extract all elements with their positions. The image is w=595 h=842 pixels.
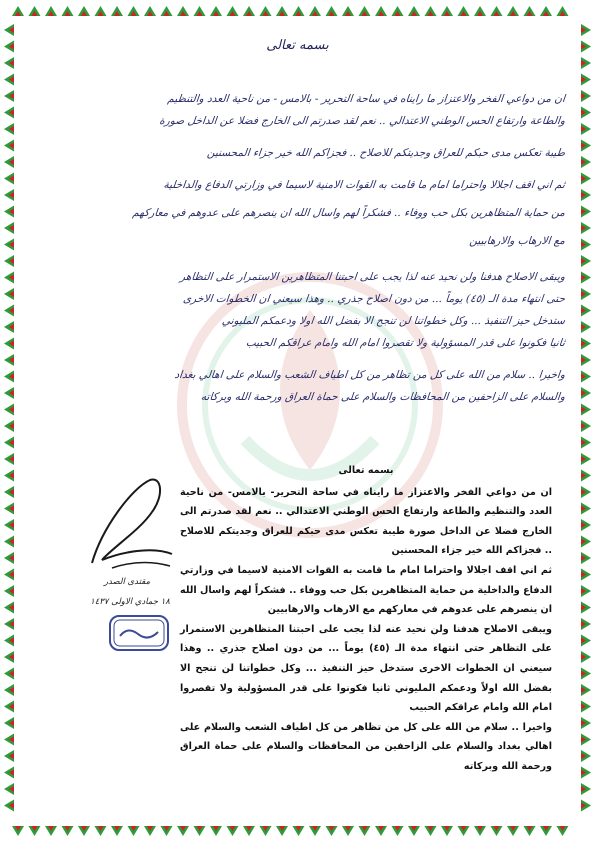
border-ornament [581,717,591,729]
border-ornament [581,453,591,465]
border-ornament [581,107,591,119]
border-ornament [581,173,591,185]
border-ornament [260,6,272,16]
border-ornament [4,750,14,762]
border-ornament [581,470,591,482]
typed-paragraph: ويبقى الاصلاح هدفنا ولن نحيد عنه لذا يجب على احبتنا المتظاهرين الاستمرار على التظاهر حتى انتهاء مدة الـ (٤٥) يوماً ... من دون اصلاح جذري .. وهذا سيعني ان الخطوات الاخرى ستدخل حيز التنفيذ ... وكل خطواتنا لن تنجح الا بفضل الله اولاً ودعمكم المليوني ثانيا فكونوا على قدر المسؤولية ولا تقصروا امام الله وامام عراقكم الحبيب [180,623,552,714]
border-ornament [392,6,404,16]
border-ornament [474,826,486,836]
border-ornament [581,239,591,251]
handwritten-line: مع الارهاب والارهابيين [468,235,566,247]
border-ornament [45,826,57,836]
border-ornament [4,321,14,333]
border-ornament [62,826,74,836]
border-ornament [581,602,591,614]
border-ornament [4,189,14,201]
border-ornament [4,585,14,597]
typed-paragraph: ثم اني اقف اجلالا واحتراما امام ما قامت به القوات الامنية لاسيما في وزارتي الدفاع والداخلية من حماية المتظاهرين بكل حب ووفاء .. فشكراً لهم واسال الله ان ينصرهم على عدوهم في معاركهم مع الارهاب والارهابيين [180,564,552,616]
handwritten-line: ثانيا فكونوا على قدر المسؤولية ولا تقصروا امام الله وامام عراقكم الحبيب [245,337,566,349]
border-ornament [4,74,14,86]
signature-name: مقتدى الصدر [103,577,151,587]
border-ornament [557,826,569,836]
typed-title: بسمه تعالى [338,465,394,476]
border-ornament [4,404,14,416]
border-ornament [4,536,14,548]
signature-date: ١٨ جمادي الاولى ١٤٣٧ [90,597,170,607]
border-ornament [441,6,453,16]
border-ornament [12,6,24,16]
border-ornament [4,24,14,36]
border-ornament [243,826,255,836]
border-ornament [210,826,222,836]
border-ornament [581,767,591,779]
border-ornament [260,826,272,836]
border-ornament [309,826,321,836]
border-ornament [524,826,536,836]
handwritten-line: ان من دواعي الفخر والاعتزاز ما رايناه في ساحة التحرير - بالامس - من ناحية العدد والتنظيم [166,93,566,105]
border-ornament [581,74,591,86]
border-ornament [4,140,14,152]
border-ornament [4,552,14,564]
border-ornament [408,826,420,836]
border-ornament [581,206,591,218]
border-ornament [4,800,14,812]
border-ornament [78,826,90,836]
handwritten-line: طيبة تعكس مدى حبكم للعراق وجديتكم للاصلاح .. فجزاكم الله خير جزاء المحسنين [206,147,566,159]
border-ornament [581,255,591,267]
handwritten-title: بسمه تعالى [266,38,329,53]
border-ornament [4,107,14,119]
border-ornament [4,57,14,69]
border-ornament [4,569,14,581]
border-ornament [540,6,552,16]
border-ornament [4,305,14,317]
border-ornament [4,173,14,185]
border-ornament [4,156,14,168]
border-ornament [4,239,14,251]
handwritten-body [30,88,565,408]
border-ornament [375,6,387,16]
border-ornament [581,569,591,581]
border-ornament [581,189,591,201]
border-ornament [581,321,591,333]
border-ornament [581,123,591,135]
handwritten-line: حتى انتهاء مدة الـ (٤٥) يوماً ... من دون اصلاح جذري .. وهذا سيعني ان الخطوات الاخرى [182,293,566,305]
border-ornament [4,635,14,647]
border-ornament [29,6,41,16]
border-ornament [441,826,453,836]
border-ornament [4,437,14,449]
border-ornament [581,503,591,515]
border-ornament [4,486,14,498]
handwritten-line: ويبقى الاصلاح هدفنا ولن نحيد عنه لذا يجب على احبتنا المتظاهرين الاستمرار على التظاهر [179,271,566,283]
border-ornament [581,57,591,69]
border-ornament [581,371,591,383]
handwritten-line: والطاعة وارتفاع الحس الوطني الاعتدالي .. نعم لقد صدرتم الى الخارج فضلا عن الداخل صورة [158,115,566,127]
handwritten-line: والسلام على الزاحفين من المحافظات والسلام على حماة العراق ورحمة الله وبركاته [200,391,566,403]
border-ornament [581,783,591,795]
border-ornament [581,437,591,449]
border-ornament [581,354,591,366]
border-ornament [581,305,591,317]
border-ornament [326,6,338,16]
border-ornament [177,6,189,16]
border-ornament [128,826,140,836]
border-ornament [540,826,552,836]
border-ornament [144,6,156,16]
border-ornament [458,826,470,836]
border-ornament [276,6,288,16]
border-ornament [581,272,591,284]
border-ornament [4,602,14,614]
border-ornament [4,618,14,630]
border-ornament [95,826,107,836]
border-ornament [581,668,591,680]
border-ornament [581,701,591,713]
border-ornament [581,222,591,234]
border-ornament [375,826,387,836]
border-ornament [4,651,14,663]
border-ornament [4,453,14,465]
border-ornament [210,6,222,16]
handwritten-line: ستدخل حيز التنفيذ ... وكل خطواتنا لن تنجح الا بفضل الله اولا ودعمكم المليوني [221,315,566,327]
border-ornament [581,585,591,597]
border-ornament [4,470,14,482]
border-ornament [293,826,305,836]
border-ornament [4,684,14,696]
border-ornament [581,338,591,350]
border-ornament [581,552,591,564]
border-ornament [111,826,123,836]
border-ornament [491,6,503,16]
border-ornament [581,404,591,416]
border-ornament [4,255,14,267]
border-ornament [111,6,123,16]
border-ornament [4,90,14,102]
border-ornament [4,420,14,432]
border-ornament [458,6,470,16]
border-ornament [78,6,90,16]
border-ornament [581,800,591,812]
border-ornament [581,536,591,548]
border-ornament [4,222,14,234]
border-ornament [293,6,305,16]
border-ornament [581,734,591,746]
border-ornament [581,486,591,498]
border-ornament [95,6,107,16]
border-ornament [4,767,14,779]
border-ornament [12,826,24,836]
border-ornament [581,24,591,36]
border-ornament [408,6,420,16]
border-ornament [194,6,206,16]
border-ornament [62,6,74,16]
border-ornament [29,826,41,836]
border-ornament [342,826,354,836]
border-ornament [581,156,591,168]
border-ornament [4,371,14,383]
border-ornament [4,206,14,218]
border-ornament [177,826,189,836]
border-ornament [507,6,519,16]
border-ornament [425,826,437,836]
handwritten-line: ثم اني اقف اجلالا واحتراما امام ما قامت به القوات الامنية لاسيما في وزارتي الدفاع والداخلية [162,179,566,191]
border-ornament [342,6,354,16]
office-stamp [108,614,170,652]
border-ornament [4,668,14,680]
border-ornament [4,288,14,300]
border-ornament [4,354,14,366]
border-ornament [581,519,591,531]
border-ornament [581,420,591,432]
border-ornament [392,826,404,836]
border-ornament [309,6,321,16]
border-ornament [581,387,591,399]
border-ornament [161,6,173,16]
border-ornament [45,6,57,16]
border-ornament [581,140,591,152]
border-ornament [507,826,519,836]
border-ornament [161,826,173,836]
border-ornament [359,826,371,836]
border-ornament [4,338,14,350]
border-ornament [524,6,536,16]
typed-paragraph: واخيرا .. سلام من الله على كل من تظاهر من كل اطياف الشعب والسلام على اهالي بغداد والسلام على الزاحفين من المحافظات والسلام على حماة العراق ورحمة الله وبركاته [180,721,552,772]
border-ornament [4,387,14,399]
border-ornament [4,734,14,746]
border-ornament [474,6,486,16]
border-ornament [194,826,206,836]
border-ornament [4,783,14,795]
border-ornament [4,717,14,729]
handwritten-line: من حماية المتظاهرين بكل حب ووفاء .. فشكراً لهم واسال الله ان ينصرهم على عدوهم في معاركهم [131,207,566,219]
handwritten-line: واخيرا .. سلام من الله على كل من تظاهر من كل اطياف الشعب والسلام على اهالي بغداد [173,369,566,381]
border-ornament [4,519,14,531]
border-ornament [581,288,591,300]
border-ornament [491,826,503,836]
border-ornament [326,826,338,836]
border-ornament [581,750,591,762]
border-ornament [227,826,239,836]
border-ornament [359,6,371,16]
border-ornament [276,826,288,836]
border-ornament [425,6,437,16]
border-ornament [4,272,14,284]
border-ornament [128,6,140,16]
typed-paragraph: ان من دواعي الفخر والاعتزاز ما رايناه في ساحة التحرير- بالامس- من ناحية العدد والتنظيم والطاعة وارتفاع الحس الوطني الاعتدالي .. نعم لقد صدرتم الى الخارج فضلا عن الداخل صورة طيبة تعكس مدى حبكم للعراق وجديتكم للاصلاح .. فجزاكم الله خير جزاء المحسنين [180,486,552,557]
border-ornament [243,6,255,16]
border-ornament [4,123,14,135]
border-ornament [4,503,14,515]
typed-transcript [180,461,552,777]
border-ornament [557,6,569,16]
border-ornament [581,635,591,647]
signature-scribble [72,468,182,638]
border-ornament [227,6,239,16]
border-ornament [581,684,591,696]
border-ornament [581,90,591,102]
border-ornament [144,826,156,836]
border-ornament [4,701,14,713]
border-ornament [581,618,591,630]
border-ornament [581,651,591,663]
